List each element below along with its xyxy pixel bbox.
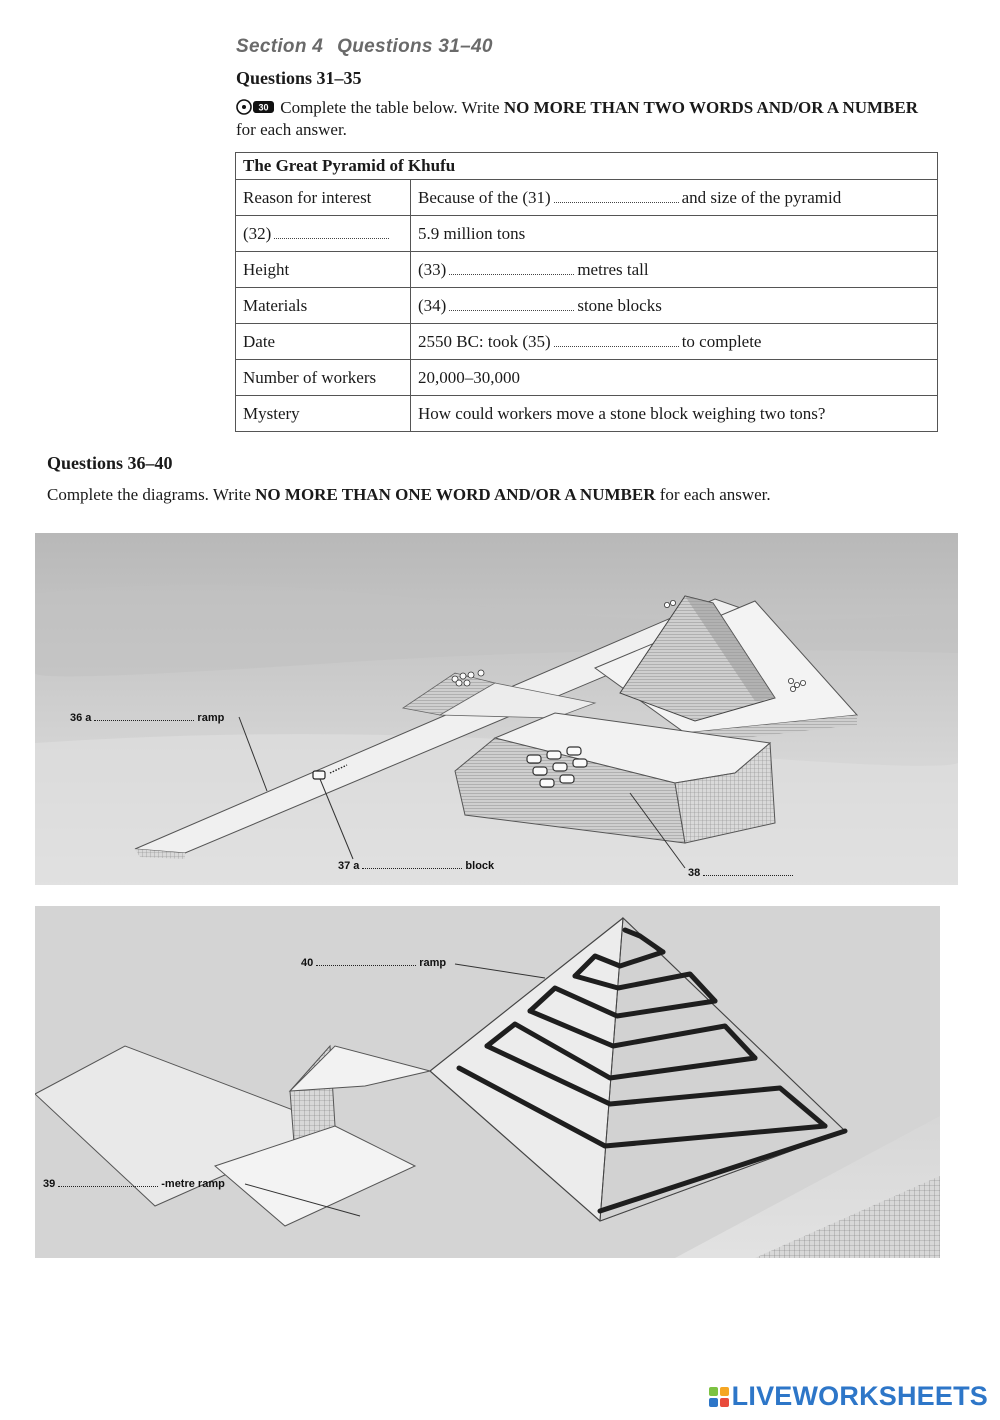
row-value: 5.9 million tons xyxy=(411,216,938,252)
section-questions: Questions 31–40 xyxy=(337,36,493,57)
answer-36-blank[interactable] xyxy=(94,712,194,721)
label-37: 37 a block xyxy=(338,860,495,872)
liveworksheets-brand xyxy=(709,1381,988,1412)
answer-35-blank[interactable] xyxy=(554,334,679,347)
instruction-36-40: Complete the diagrams. Write NO MORE THAN ONE WORD AND/OR A NUMBER for each answer. xyxy=(47,485,771,504)
answer-33-blank[interactable] xyxy=(449,262,574,275)
ramp-diagram xyxy=(35,533,958,885)
instruction-text: Complete the table below. Write xyxy=(280,98,504,117)
row-value: How could workers move a stone block weighing two tons? xyxy=(411,396,938,432)
row-label: (32) xyxy=(236,216,411,252)
row-label: Height xyxy=(236,252,411,288)
row-value: Because of the (31) and size of the pyramid xyxy=(411,180,938,216)
questions-31-35-heading: Questions 31–35 xyxy=(236,68,362,88)
pyramid-table xyxy=(235,152,938,432)
label-36: 36 a ramp xyxy=(70,712,225,724)
row-label: Date xyxy=(236,324,411,360)
answer-40-blank[interactable] xyxy=(316,957,416,966)
answer-31-blank[interactable] xyxy=(554,190,679,203)
row-label: Reason for interest xyxy=(236,180,411,216)
table-title: The Great Pyramid of Khufu xyxy=(236,153,938,180)
label-39: 39 -metre ramp xyxy=(43,1178,225,1190)
row-value: (33) metres tall xyxy=(411,252,938,288)
row-label: Number of workers xyxy=(236,360,411,396)
row-value: 20,000–30,000 xyxy=(411,360,938,396)
table-row xyxy=(236,216,938,252)
audio-track-icon xyxy=(236,99,276,120)
section-label: Section 4 xyxy=(236,36,324,57)
row-value: (34) stone blocks xyxy=(411,288,938,324)
answer-32-blank[interactable] xyxy=(274,226,389,239)
answer-39-blank[interactable] xyxy=(58,1178,158,1187)
liveworksheets-logo-icon xyxy=(709,1387,729,1407)
label-38: 38 xyxy=(688,867,796,879)
table-row xyxy=(236,360,938,396)
track-number: 30 xyxy=(258,102,269,113)
label-40: 40 ramp xyxy=(301,957,447,969)
table-row xyxy=(236,252,938,288)
row-label: Mystery xyxy=(236,396,411,432)
answer-37-blank[interactable] xyxy=(362,860,462,869)
table-row xyxy=(236,288,938,324)
table-row xyxy=(236,396,938,432)
row-value: 2550 BC: took (35) to complete xyxy=(411,324,938,360)
table-row xyxy=(236,324,938,360)
answer-38-blank[interactable] xyxy=(703,867,793,876)
instruction-end: for each answer. xyxy=(236,120,347,139)
instruction-31-35 xyxy=(236,98,936,140)
instruction-bold: NO MORE THAN TWO WORDS AND/OR A NUMBER xyxy=(503,98,919,117)
row-label: Materials xyxy=(236,288,411,324)
table-row xyxy=(236,180,938,216)
questions-36-40-heading: Questions 36–40 xyxy=(47,453,173,473)
spiral-ramp-diagram xyxy=(35,906,940,1258)
section-title xyxy=(236,36,493,58)
answer-34-blank[interactable] xyxy=(449,298,574,311)
brand-name: LIVEWORKSHEETS xyxy=(731,1381,988,1411)
